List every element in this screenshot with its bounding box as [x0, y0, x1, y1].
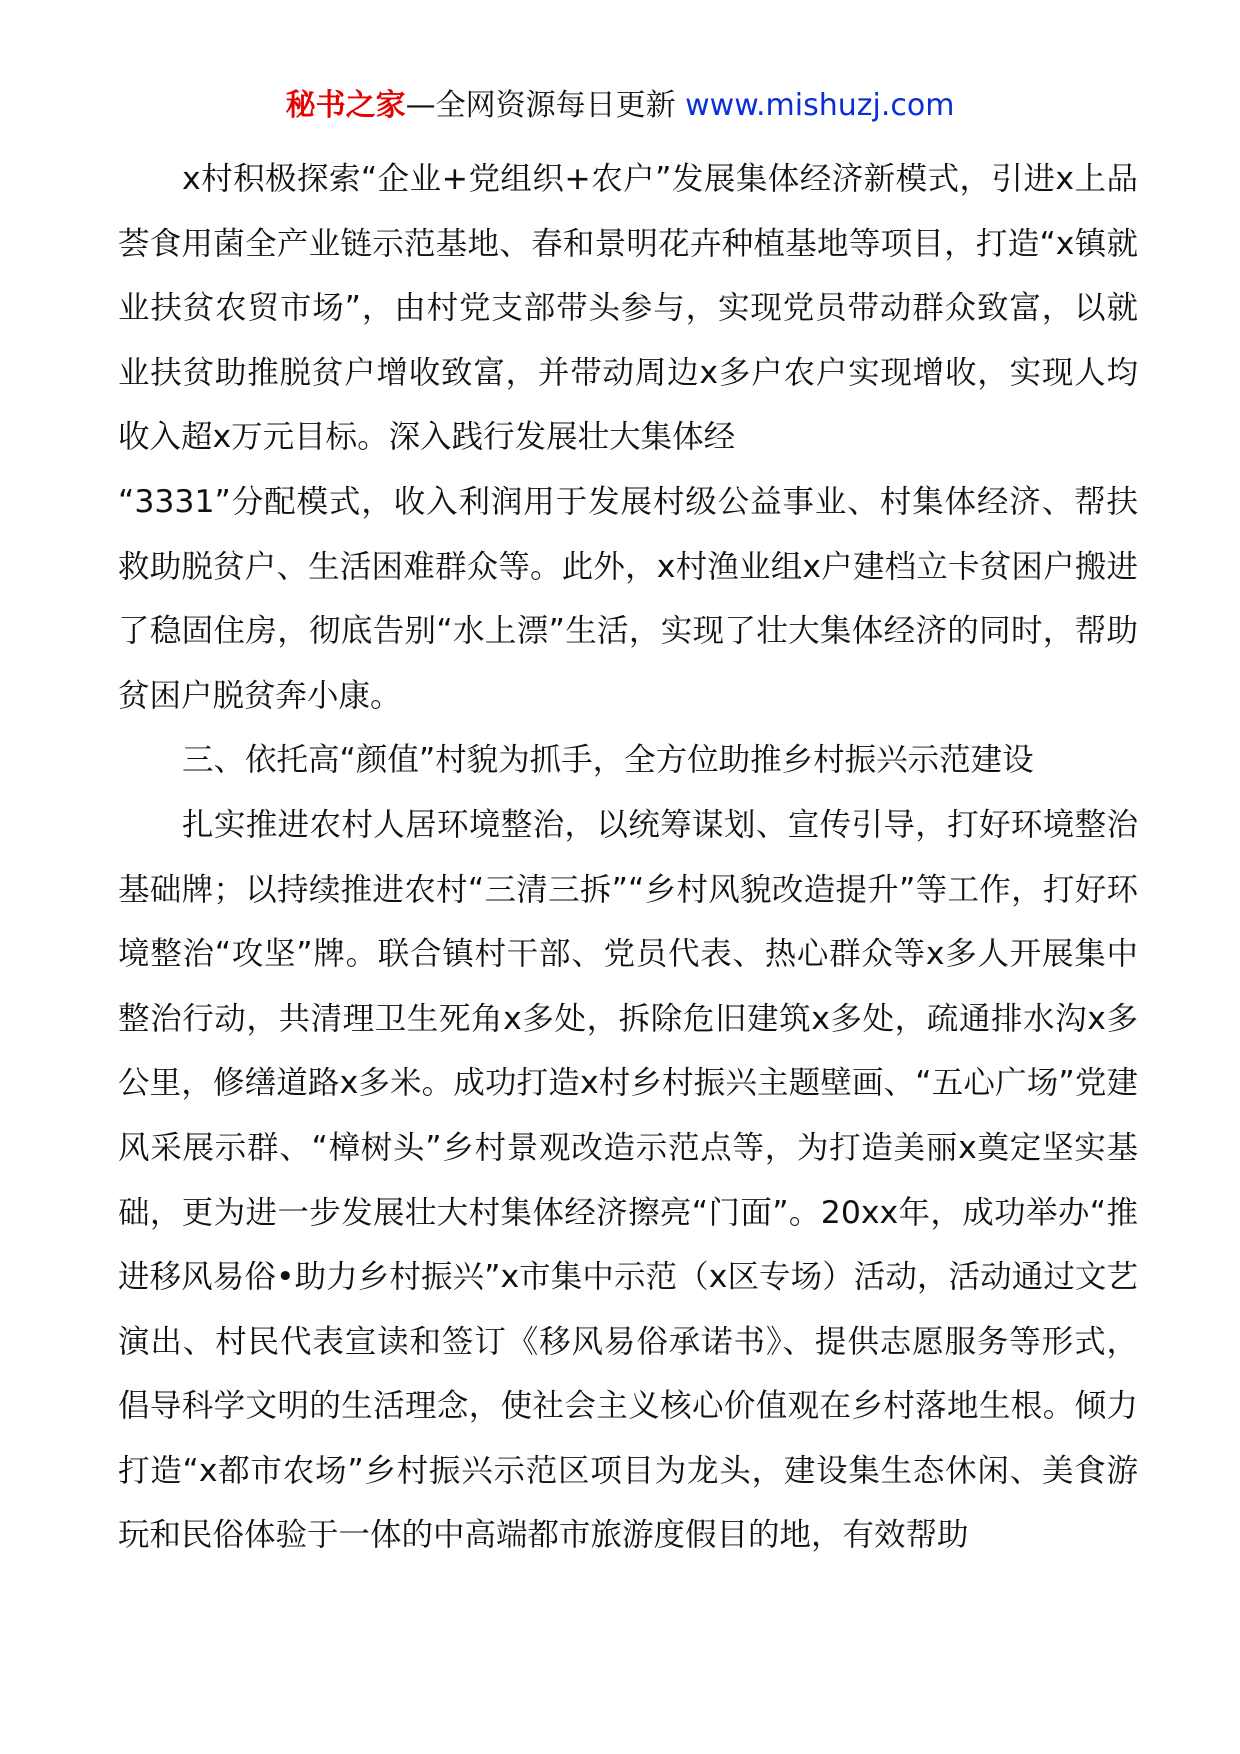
document-body	[118, 147, 1138, 1568]
paragraph-environment-improvement: 扎实推进农村人居环境整治，以统筹谋划、宣传引导，打好环境整治基础牌；以持续推进农村“三清三拆”“乡村风貌改造提升”等工作，打好环境整治“攻坚”牌。联合镇村干部、党员代表、热心群众等x多人开展集中整治行动，共清理卫生死角x多处，拆除危旧建筑x多处，疏通排水沟x多公里，修缮道路x多米。成功打造x村乡村振兴主题壁画、“五心广场”党建风采展示群、“樟树头”乡村景观改造示范点等，为打造美丽x奠定坚实基础，更为进一步发展壮大村集体经济擦亮“门面”。20xx年，成功举办“推进移风易俗•助力乡村振兴”x市集中示范（x区专场）活动，活动通过文艺演出、村民代表宣读和签订《移风易俗承诺书》、提供志愿服务等形式，倡导科学文明的生活理念，使社会主义核心价值观在乡村落地生根。倾力打造“x都市农场”乡村振兴示范区项目为龙头，建设集生态休闲、美食游玩和民俗体验于一体的中高端都市旅游度假目的地，有效帮助	[118, 806, 1138, 1554]
site-tagline: —全网资源每日更新	[405, 88, 686, 123]
paragraph-distribution-model: “3331”分配模式，收入利润用于发展村级公益事业、村集体经济、帮扶救助脱贫户、生活困难群众等。此外，x村渔业组x户建档立卡贫困户搬进了稳固住房，彻底告别“水上漂”生活，实现了壮大集体经济的同时，帮助贫困户脱贫奔小康。	[118, 483, 1138, 714]
site-brand: 秘书之家	[285, 88, 406, 123]
site-url-link[interactable]: www.mishuzj.com	[685, 88, 955, 123]
paragraph-collective-economy: x村积极探索“企业+党组织+农户”发展集体经济新模式，引进x上品荟食用菌全产业链示范基地、春和景明花卉种植基地等项目，打造“x镇就业扶贫农贸市场”，由村党支部带头参与，实现党员带动群众致富，以就业扶贫助推脱贫户增收致富，并带动周边x多户农户实现增收，实现人均收入超x万元目标。深入践行发展壮大集体经	[118, 161, 1138, 456]
section-heading-three: 三、依托高“颜值”村貌为抓手，全方位助推乡村振兴示范建设	[182, 742, 1034, 779]
page-header	[0, 86, 1240, 126]
